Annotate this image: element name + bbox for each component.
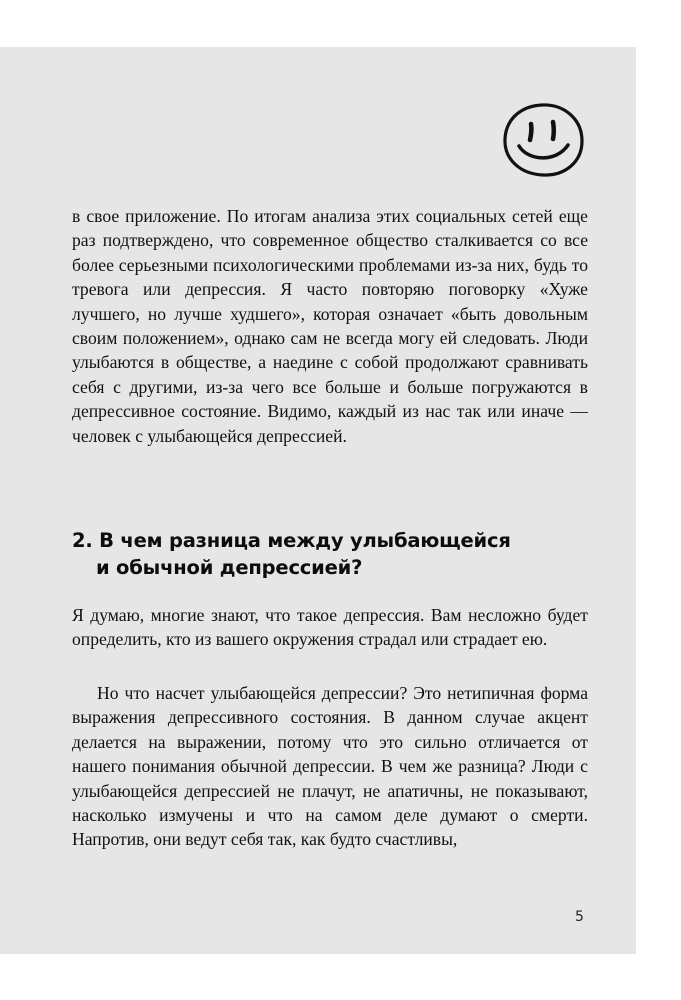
section-heading (72, 527, 511, 581)
book-page (0, 47, 636, 954)
heading-line-1: 2. В чем разница между улыбающейся (72, 529, 511, 552)
smiley-face-icon (498, 99, 588, 181)
paragraph-smiling-depression: Но что насчет улыбающейся депрессии? Это нетипичная форма выражения депрессивного состояния. В данном случае акцент делается на выражении, потому что это сильно отличается от нашего понимания обычной депрессии. В чем же разница? Люди с улыбающейся депрессией не плачут, не апатичны, не показывают, насколько измучены и что на самом деле думают о смерти. Напротив, они ведут себя так, как будто счастливы, (72, 683, 588, 850)
paragraph-intro: в свое приложение. По итогам анализа этих социальных сетей еще раз подтверждено, что современное общество сталкивается со все более серьезными психологическими проблемами из-за них, будь то тревога или депрессия. Я часто повторяю поговорку «Хуже лучшего, но лучше худшего», которая означает «быть довольным своим положением», однако сам не всегда могу ей следовать. Люди улыбаются в обществе, а наедине с собой продолжают сравнивать себя с другими, из-за чего все больше и больше погружаются в депрессивное состояние. Видимо, каждый из нас так или иначе — человек с улыбающейся депрессией. (72, 206, 588, 446)
paragraph-depression-known: Я думаю, многие знают, что такое депрессия. Вам несложно будет определить, кто из вашего окружения страдал или страдает ею. (72, 605, 588, 650)
page-number: 5 (575, 909, 584, 925)
heading-line-2: и обычной депрессией? (96, 556, 363, 579)
